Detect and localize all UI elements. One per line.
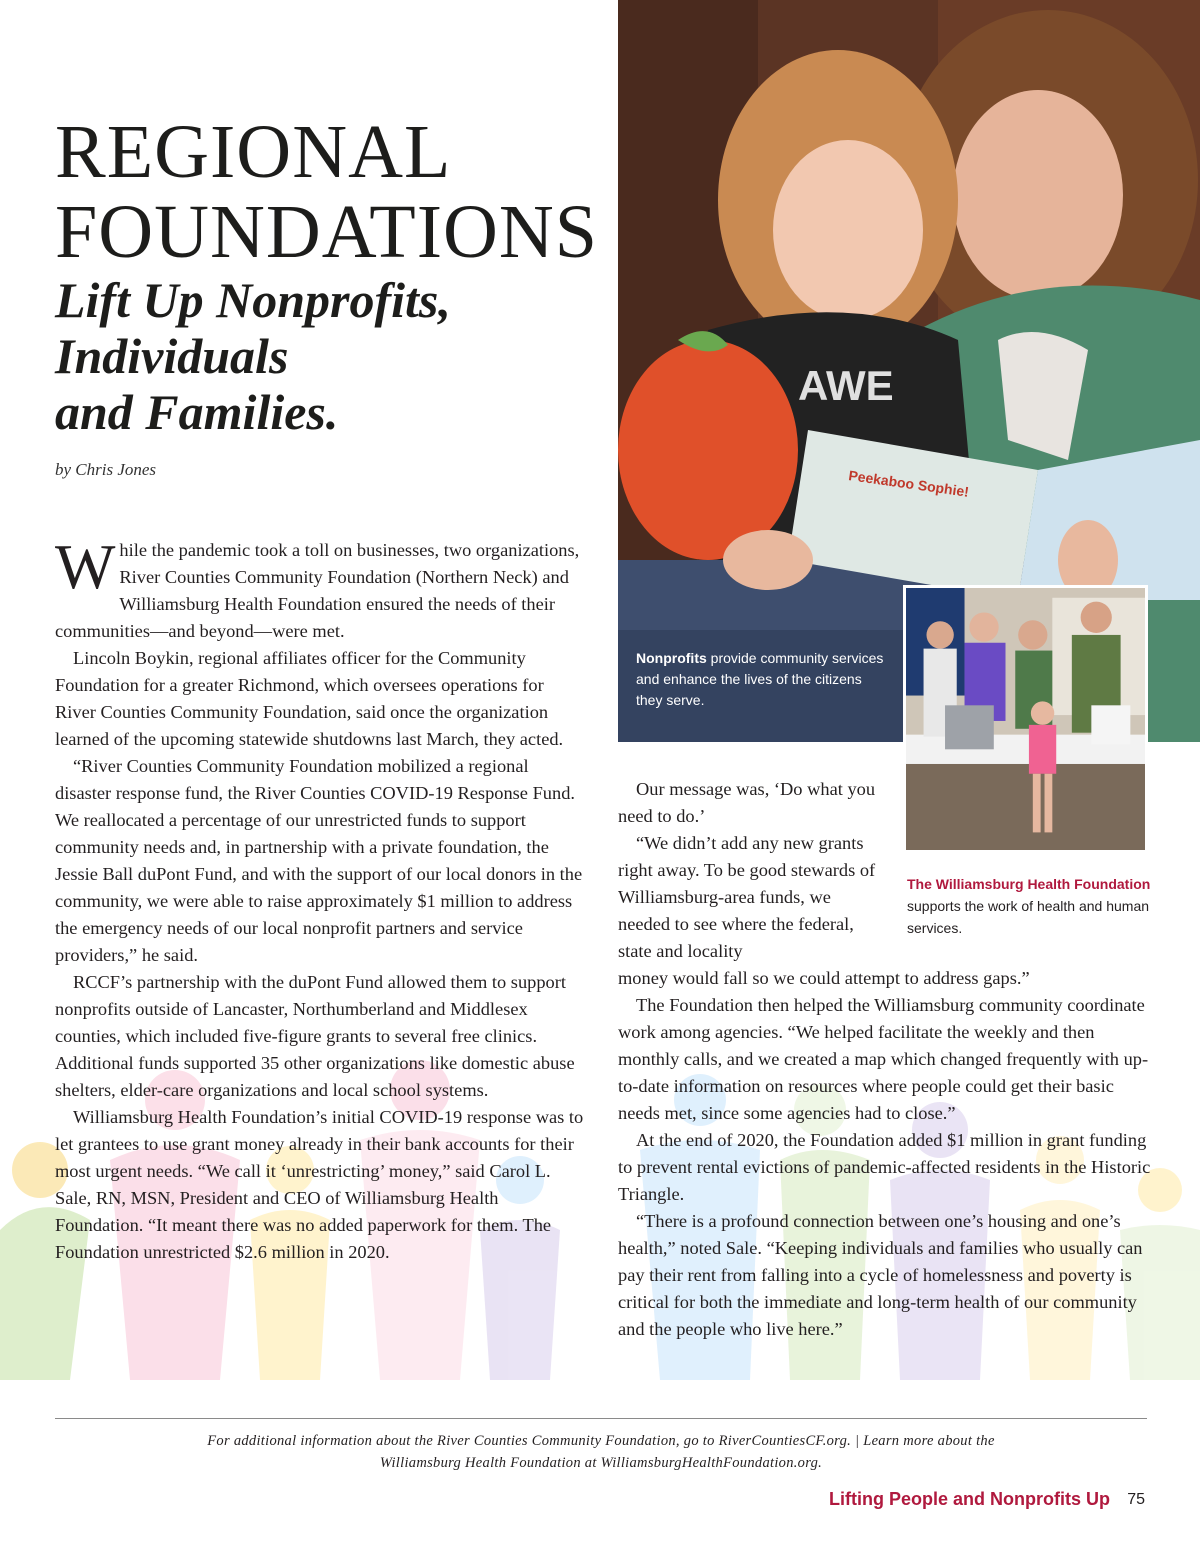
paragraph: Our message was, ‘Do what you need to do.’ [618,779,876,826]
paragraph-text: hile the pandemic took a toll on businesses, two organizations, River Counties Community Foundation (Northern Neck) and Williamsburg Health Foundation ensured the needs of their communities—and beyond—were met. [55,540,580,641]
book-title: Peekaboo Sophie! [847,467,970,500]
paragraph: Williamsburg Health Foundation’s initial COVID-19 response was to let grantees to use grant money already in their bank accounts for their most urgent needs. “We call it ‘unrestricting’ money,” said Carol L. Sale, RN, MSN, President and CEO of Williamsburg Health Foundation. “It meant there was no added paperwork for them. The Foundation unrestricted $2.6 million in 2020. [55,1107,584,1262]
subtitle-line-1: Lift Up Nonprofits, [55,272,451,328]
subtitle-line-2: Individuals [55,328,289,384]
drop-cap: W [55,531,116,602]
footer-divider [55,1418,1147,1419]
paragraph: “We didn’t add any new grants right away. To be good stewards of Williamsburg-area funds, we needed to see where the federal, state and locality [618,833,876,961]
article-column-1 [55,531,585,1266]
article-title [55,112,615,272]
article-subtitle [55,272,595,440]
paragraph [55,531,585,645]
article-column-2-bottom [618,965,1158,1343]
main-photo-caption [636,648,886,711]
footer-note-line-1: For additional information about the River Counties Community Foundation, go to RiverCountiesCF.org. | Learn more about the [207,1433,995,1449]
page-number: 75 [1127,1491,1145,1508]
group-photo-caption [907,873,1152,939]
section-title: Lifting People and Nonprofits Up [829,1489,1110,1509]
paragraph-continued: money would fall so we could attempt to address gaps.” [618,968,1030,988]
paragraph: At the end of 2020, the Foundation added $1 million in grant funding to prevent rental evictions of pandemic-affected residents in the Historic Triangle. [618,1130,1151,1204]
caption-main-text: provide community services and enhance the lives of the citizens they serve. [636,650,884,708]
byline: by Chris Jones [55,460,157,479]
paragraph: The Foundation then helped the Williamsburg community coordinate work among agencies. “We helped facilitate the weekly and then monthly calls, and we created a map which changed frequently with up-to-date information on resources where people could get their basic needs met, since some agencies had to close.” [618,995,1149,1123]
subtitle-line-3: and Families. [55,384,339,440]
title-line-1: REGIONAL [55,110,452,194]
caption-small-text: supports the work of health and human services. [907,898,1150,936]
footer-note [55,1430,1147,1474]
paragraph: Lincoln Boykin, regional affiliates officer for the Community Foundation for a greater Richmond, which oversees operations for River Counties Community Foundation, said once the organization learned of the upcoming statewide shutdowns last March, they acted. [55,648,564,749]
group-photo [903,585,1148,853]
article-column-2-top [618,776,886,965]
paragraph: RCCF’s partnership with the duPont Fund allowed them to support nonprofits outside of Lancaster, Northumberland and Middlesex counties, which included five-figure grants to several free clinics. Additional funds supported 35 other organizations like domestic abuse shelters, elder-care organizations and local school systems. [55,972,575,1100]
title-line-2: FOUNDATIONS [55,190,599,274]
paragraph: “River Counties Community Foundation mobilized a regional disaster response fund, the River Counties COVID-19 Response Fund. We reallocated a percentage of our unrestricted funds to support community needs and, in partnership with a private foundation, the Jessie Ball duPont Fund, and with the support of our local donors in the community, we were able to raise approximately $1 million to address the emergency needs of our local nonprofit partners and service providers,” he said. [55,756,583,965]
footer-note-line-2: Williamsburg Health Foundation at WilliamsburgHealthFoundation.org. [379,1455,823,1471]
caption-small-bold: The Williamsburg Health Foundation [907,876,1151,892]
paragraph: “There is a profound connection between one’s housing and one’s health,” noted Sale. “Keeping individuals and families who usually can pay their rent from falling into a cycle of homelessness and poverty is critical for both the immediate and long-term health of our community and the people who live here.” [618,1211,1143,1339]
shirt-text: AWE [798,362,894,409]
caption-main-bold: Nonprofits [636,650,707,666]
